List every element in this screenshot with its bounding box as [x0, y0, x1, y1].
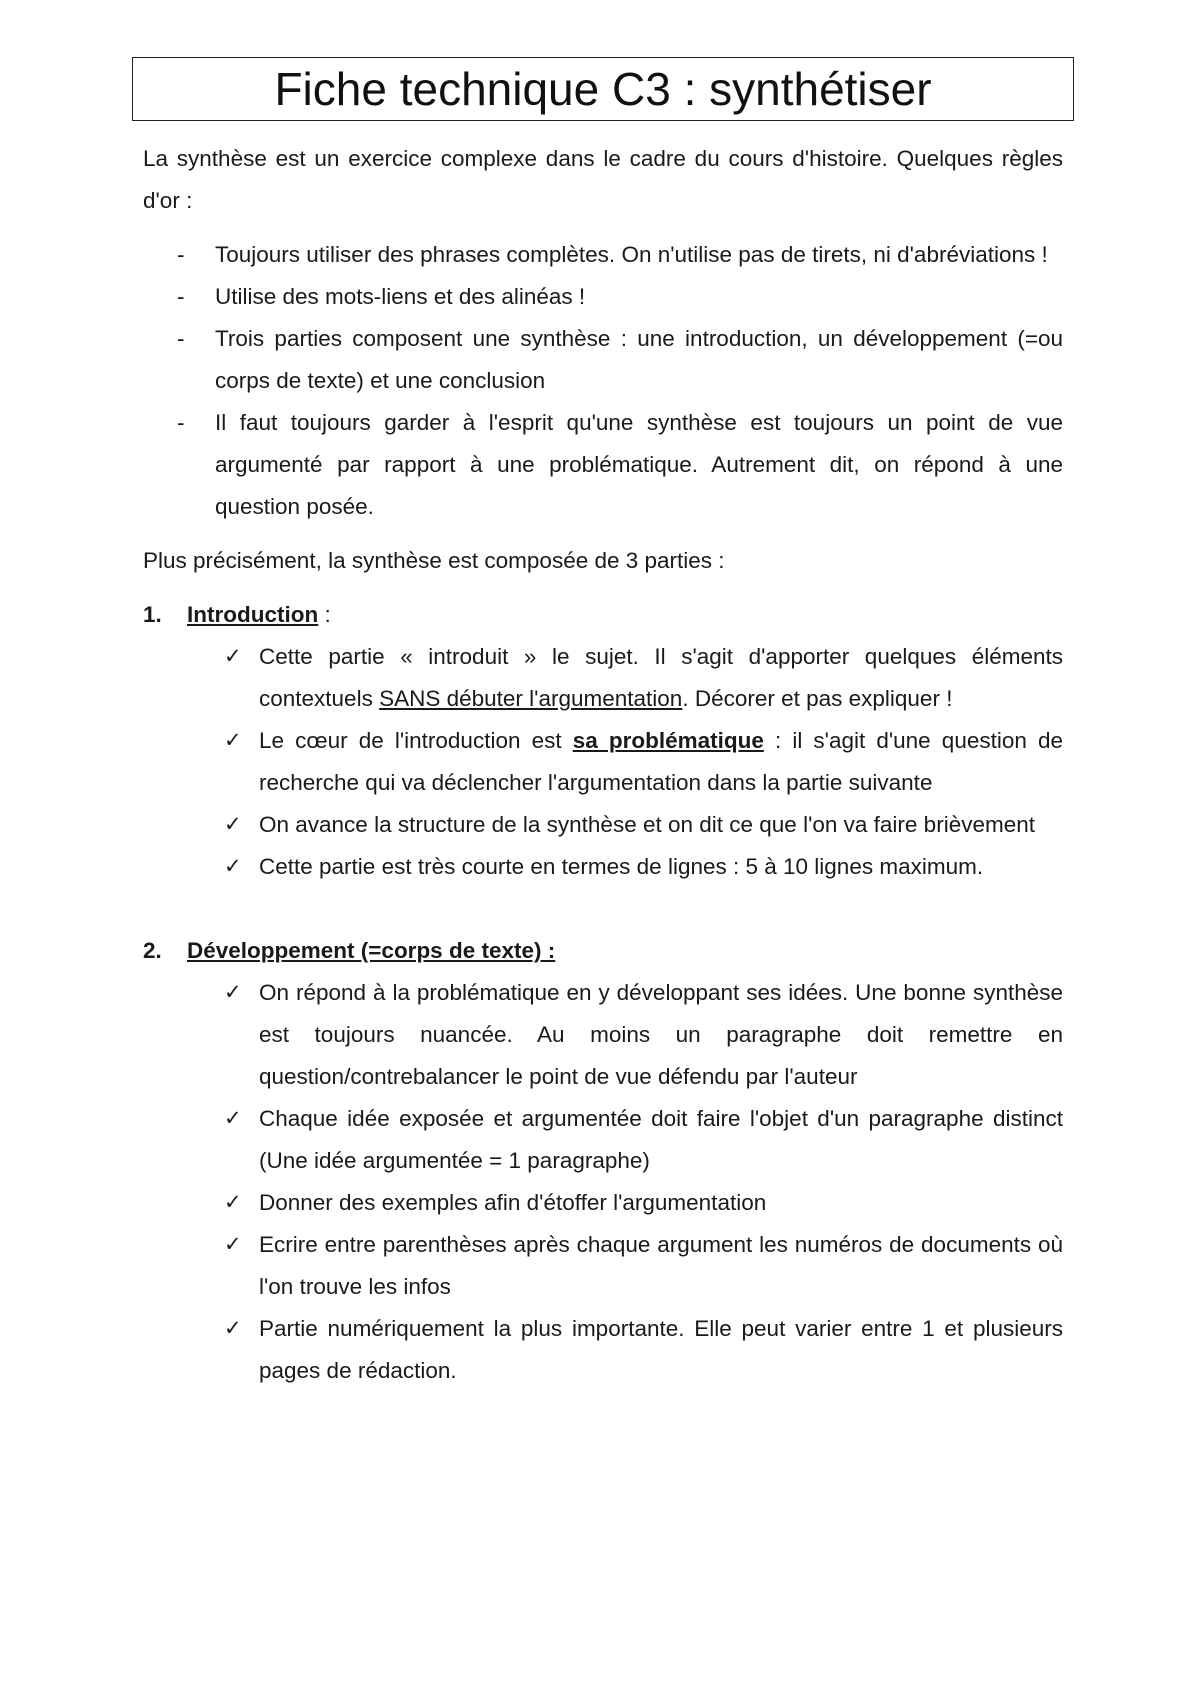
item-text: Partie numériquement la plus importante. Elle peut varier entre 1 et plusieurs pages de rédaction. — [259, 1316, 1063, 1383]
item-text: Le cœur de l'introduction est — [259, 728, 573, 753]
dash-bullet: - — [177, 410, 185, 435]
precisely-paragraph: Plus précisément, la synthèse est composée de 3 parties : — [143, 548, 725, 573]
item-text: Cette partie « introduit » le sujet. Il s'agit d'apporter quelques éléments contextuels — [259, 644, 1063, 711]
section-number: 2. — [143, 938, 162, 963]
item-text: On avance la structure de la synthèse et on dit ce que l'on va faire brièvement — [259, 812, 1035, 837]
checkmark-icon: ✓ — [224, 1317, 242, 1340]
checklist-item — [143, 1182, 1063, 1224]
checklist-item — [143, 846, 1063, 888]
dash-bullet: - — [177, 242, 185, 267]
checkmark-icon: ✓ — [224, 1107, 242, 1130]
item-text: . Décorer et pas expliquer ! — [682, 686, 953, 711]
checkmark-icon: ✓ — [224, 855, 242, 878]
rule-text: Il faut toujours garder à l'esprit qu'une synthèse est toujours un point de vue argumenté par rapport à une problématique. Autrement dit, on répond à une question posée. — [215, 410, 1063, 519]
checklist-item — [143, 1098, 1063, 1182]
item-text: Chaque idée exposée et argumentée doit faire l'objet d'un paragraphe distinct (Une idée argumentée = 1 paragraphe) — [259, 1106, 1063, 1173]
checkmark-icon: ✓ — [224, 729, 242, 752]
checklist-item — [143, 972, 1063, 1098]
checklist-item — [143, 804, 1063, 846]
checklist-item — [143, 1308, 1063, 1392]
section-title: Introduction — [187, 602, 319, 627]
section-heading-developpement — [143, 930, 1063, 972]
section-colon: : — [324, 602, 331, 627]
checkmark-icon: ✓ — [224, 981, 242, 1004]
checkmark-icon: ✓ — [224, 1233, 242, 1256]
rule-text: Toujours utiliser des phrases complètes. On n'utilise pas de tirets, ni d'abréviations ! — [215, 242, 1048, 267]
checklist-item — [143, 636, 1063, 720]
dash-bullet: - — [177, 284, 185, 309]
section-title: Développement (=corps de texte) : — [187, 938, 556, 963]
item-text: Donner des exemples afin d'étoffer l'argumentation — [259, 1190, 767, 1215]
checkmark-icon: ✓ — [224, 645, 242, 668]
checklist-item — [143, 1224, 1063, 1308]
item-text: Cette partie est très courte en termes de lignes : 5 à 10 lignes maximum. — [259, 854, 984, 879]
rule-text: Trois parties composent une synthèse : une introduction, un développement (=ou corps de texte) et une conclusion — [215, 326, 1063, 393]
intro-paragraph: La synthèse est un exercice complexe dans le cadre du cours d'histoire. Quelques règles d'or : — [143, 146, 1063, 213]
checkmark-icon: ✓ — [224, 1191, 242, 1214]
item-text: Ecrire entre parenthèses après chaque argument les numéros de documents où l'on trouve les infos — [259, 1232, 1063, 1299]
dash-bullet: - — [177, 326, 185, 351]
underlined-text: SANS débuter l'argumentation — [379, 686, 683, 711]
document-body — [143, 138, 1063, 1392]
section-heading-introduction — [143, 594, 1063, 636]
rule-item — [143, 318, 1063, 402]
rule-item — [143, 234, 1063, 276]
page-title: Fiche technique C3 : synthétiser — [132, 57, 1074, 121]
section-number: 1. — [143, 602, 162, 627]
checklist-item — [143, 720, 1063, 804]
developpement-checklist — [143, 972, 1063, 1392]
item-text: On répond à la problématique en y développant ses idées. Une bonne synthèse est toujours nuancée. Au moins un paragraphe doit remettre en question/contrebalancer le point de vue défendu par l'auteur — [259, 980, 1063, 1089]
rule-item — [143, 402, 1063, 528]
rule-item — [143, 276, 1063, 318]
bold-underlined-text: sa problématique — [572, 728, 764, 753]
rule-text: Utilise des mots-liens et des alinéas ! — [215, 284, 586, 309]
checkmark-icon: ✓ — [224, 813, 242, 836]
rules-list — [143, 234, 1063, 528]
introduction-checklist — [143, 636, 1063, 888]
item-text: : il s'agit d'une question de recherche qui va déclencher l'argumentation dans la partie suivante — [259, 728, 1063, 795]
